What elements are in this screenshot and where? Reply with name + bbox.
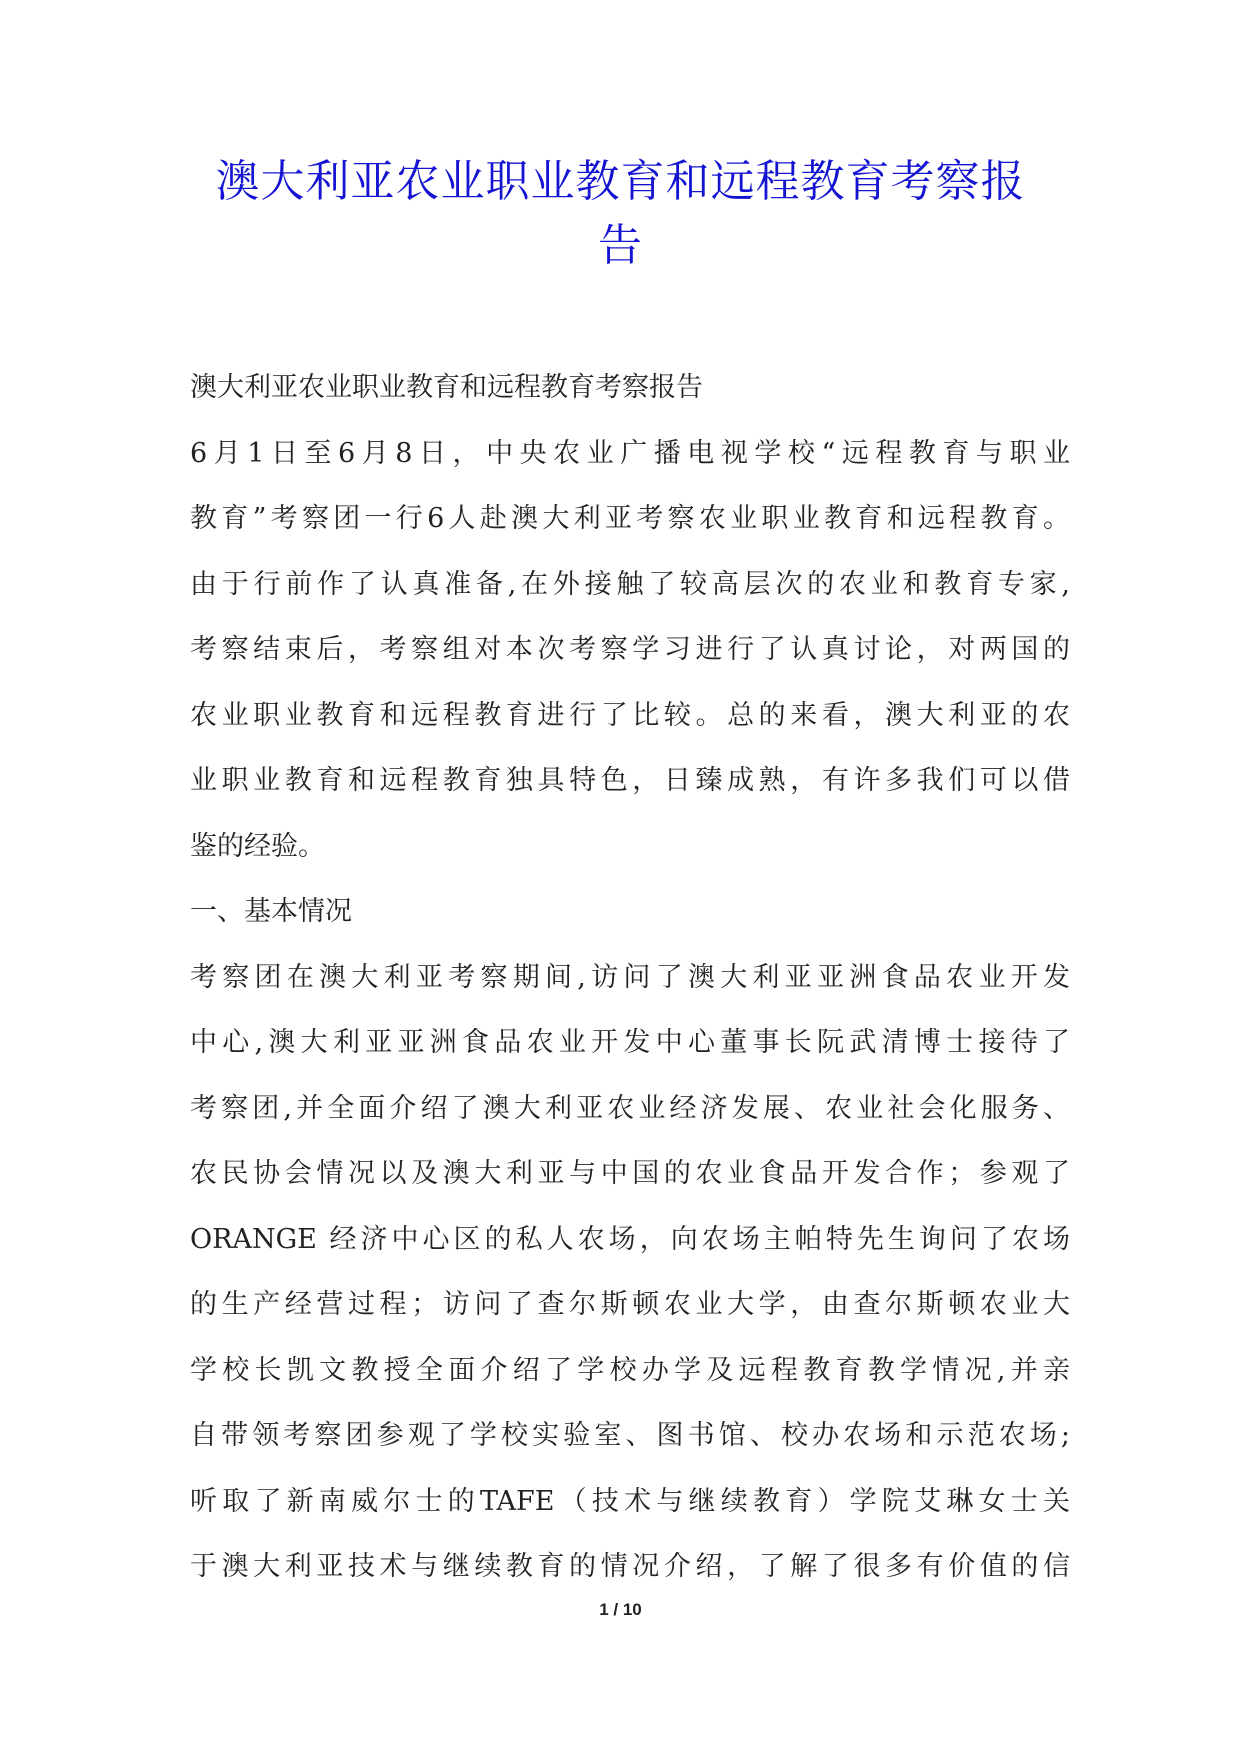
title-line-2: 告 [598,220,643,271]
body-line: 农业职业教育和远程教育进行了比较。总的来看，澳大利亚的农 [190,699,1070,731]
body-line: 澳大利亚农业职业教育和远程教育考察报告 [190,372,703,403]
body-line: 听取了新南威尔士的TAFE（技术与继续教育）学院艾琳女士关 [190,1485,1070,1517]
body-line: 6月1日至6月8日，中央农业广播电视学校“远程教育与职业 [190,437,1070,469]
body-line: 考察结束后，考察组对本次考察学习进行了认真讨论，对两国的 [190,634,1070,665]
body-line: 业职业教育和远程教育独具特色，日臻成熟，有许多我们可以借 [190,765,1070,796]
title-line-1: 澳大利亚农业职业教育和远程教育考察报 [215,156,1026,207]
body-line: 自带领考察团参观了学校实验室、图书馆、校办农场和示范农场; [190,1420,1070,1451]
document-body [190,355,1070,1600]
body-line: 鉴的经验。 [190,830,325,862]
body-line: 由于行前作了认真准备,在外接触了较高层次的农业和教育专家, [190,568,1070,600]
body-line: 学校长凯文教授全面介绍了学校办学及远程教育教学情况,并亲 [190,1354,1070,1386]
body-line: 教育”考察团一行6人赴澳大利亚考察农业职业教育和远程教育。 [190,503,1070,534]
body-line: 于澳大利亚技术与继续教育的情况介绍，了解了很多有价值的信 [190,1551,1070,1582]
body-line: 考察团,并全面介绍了澳大利亚农业经济发展、农业社会化服务、 [190,1092,1070,1124]
body-line: 农民协会情况以及澳大利亚与中国的农业食品开发合作；参观了 [190,1158,1070,1189]
section-heading: 一、基本情况 [190,896,352,927]
body-line: 中心,澳大利亚亚洲食品农业开发中心董事长阮武清博士接待了 [190,1027,1070,1058]
body-line: 考察团在澳大利亚考察期间,访问了澳大利亚亚洲食品农业开发 [190,961,1070,993]
page-number: 1 / 10 [599,1600,642,1619]
body-line: ORANGE 经济中心区的私人农场，向农场主帕特先生询问了农场 [190,1223,1070,1255]
body-line: 的生产经营过程；访问了查尔斯顿农业大学，由查尔斯顿农业大 [190,1289,1070,1320]
document-title [150,150,1091,278]
